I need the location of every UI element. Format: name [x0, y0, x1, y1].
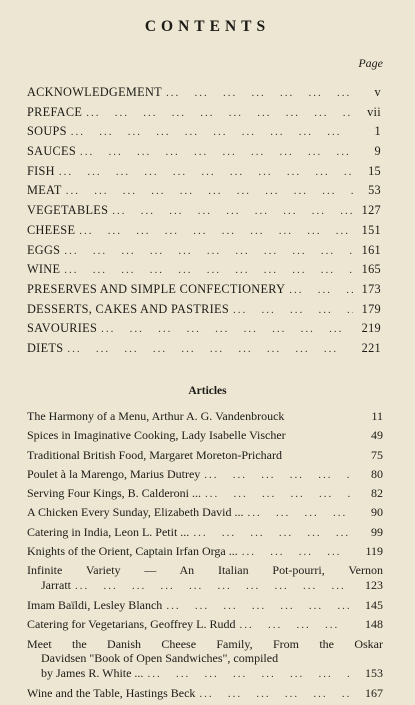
article-label: Imam Baïldi, Lesley Blanch: [27, 598, 163, 613]
toc-list: [27, 85, 381, 361]
toc-entry-page: 165: [361, 262, 381, 277]
toc-entry[interactable]: [27, 105, 381, 125]
toc-entry-label: DESSERTS, CAKES AND PASTRIES: [27, 301, 229, 316]
toc-entry-page: 221: [361, 340, 381, 355]
article-label: Knights of the Orient, Captain Irfan Orga ...: [27, 544, 238, 559]
toc-entry-page: v: [374, 85, 381, 99]
toc-entry-label: PREFACE: [27, 104, 83, 119]
toc-entry-page: 173: [361, 281, 381, 296]
article-label-line: Meet the Danish Cheese Family, From the Oskar: [27, 636, 383, 651]
leader-dots: [248, 507, 351, 519]
toc-entry-page: vii: [367, 104, 381, 119]
toc-entry-page: 179: [361, 301, 381, 316]
article-page: 82: [371, 486, 383, 501]
article-page: 11: [371, 409, 383, 423]
article-label: Poulet à la Marengo, Marius Dutrey: [27, 466, 201, 481]
leader-dots: [66, 185, 353, 197]
article-label: A Chicken Every Sunday, Elizabeth David ...: [27, 505, 244, 520]
article-entry[interactable]: [27, 637, 383, 682]
article-label: Spices in Imaginative Cooking, Lady Isabelle Vischer: [27, 428, 286, 443]
toc-entry[interactable]: [27, 144, 381, 164]
article-entry[interactable]: [27, 448, 383, 467]
leader-dots: [233, 304, 353, 316]
leader-dots: [240, 619, 352, 631]
toc-entry-page: 9: [374, 144, 381, 159]
article-page: 167: [365, 686, 383, 701]
toc-entry-label: ACKNOWLEDGEMENT: [27, 85, 162, 99]
toc-entry[interactable]: [27, 243, 381, 263]
toc-entry-label: CHEESE: [27, 222, 76, 237]
leader-dots: [112, 205, 353, 217]
leader-dots: [242, 546, 351, 558]
article-label: Catering for Vegetarians, Geoffrey L. Rudd: [27, 617, 236, 632]
article-label: Serving Four Kings, B. Calderoni ...: [27, 486, 201, 501]
page-column-label: Page: [358, 56, 383, 70]
toc-entry[interactable]: [27, 341, 381, 361]
article-label-line: Infinite Variety — An Italian Pot-pourri, Vernon: [27, 563, 383, 578]
article-page: 148: [365, 617, 383, 632]
toc-entry[interactable]: [27, 321, 381, 341]
toc-entry-page: 1: [374, 124, 381, 139]
article-label: Catering in India, Leon L. Petit ...: [27, 524, 190, 539]
leader-dots: [193, 527, 351, 539]
leader-dots: [147, 667, 351, 682]
leader-dots: [204, 469, 351, 481]
toc-entry-label: FISH: [27, 163, 55, 178]
toc-entry[interactable]: [27, 302, 381, 322]
leader-dots: [71, 126, 353, 138]
article-entry[interactable]: [27, 505, 383, 524]
leader-dots: [199, 688, 351, 700]
leader-dots: [101, 323, 353, 335]
page-title: CONTENTS: [144, 18, 271, 35]
article-page: 49: [371, 428, 383, 443]
toc-entry-label: VEGETABLES: [27, 203, 109, 218]
toc-entry-label: SOUPS: [27, 124, 67, 139]
leader-dots: [166, 87, 353, 99]
leader-dots: [67, 343, 353, 355]
toc-entry[interactable]: [27, 85, 381, 105]
toc-entry-page: 151: [361, 222, 381, 237]
article-page: 75: [371, 447, 383, 462]
article-label-line: Davidsen "Book of Open Sandwiches", compiled: [41, 651, 279, 666]
toc-entry-label: WINE: [27, 262, 61, 277]
article-entry[interactable]: [27, 467, 383, 486]
article-page: 90: [371, 505, 383, 520]
articles-heading: Articles: [188, 385, 227, 397]
article-entry[interactable]: [27, 686, 383, 705]
toc-entry-page: 161: [361, 242, 381, 257]
toc-entry[interactable]: [27, 183, 381, 203]
toc-entry[interactable]: [27, 282, 381, 302]
article-label: Traditional British Food, Margaret Moreton-Prichard: [27, 447, 282, 462]
toc-entry-label: SAUCES: [27, 144, 76, 159]
toc-entry-page: 127: [361, 203, 381, 218]
article-page: 99: [371, 524, 383, 539]
article-label-line: Jarratt: [41, 577, 71, 592]
leader-dots: [64, 245, 353, 257]
leader-dots: [64, 264, 353, 276]
toc-entry[interactable]: [27, 223, 381, 243]
leader-dots: [80, 146, 353, 158]
article-label: The Harmony of a Menu, Arthur A. G. Vandenbrouck: [27, 409, 285, 423]
toc-entry-label: EGGS: [27, 242, 61, 257]
toc-entry-page: 15: [368, 163, 381, 178]
leader-dots: [75, 579, 351, 594]
toc-entry-page: 219: [361, 321, 381, 336]
article-page: 153: [365, 665, 383, 680]
article-label-line: by James R. White ...: [41, 665, 144, 680]
leader-dots: [166, 600, 351, 612]
article-page: 119: [365, 544, 383, 559]
toc-entry-label: MEAT: [27, 183, 62, 198]
toc-entry-label: PRESERVES AND SIMPLE CONFECTIONERY: [27, 281, 286, 296]
toc-entry-label: DIETS: [27, 340, 64, 355]
article-entry[interactable]: [27, 598, 383, 617]
toc-entry-page: 53: [368, 183, 381, 198]
article-entry[interactable]: [27, 544, 383, 563]
article-entry[interactable]: [27, 428, 383, 447]
article-page: 145: [365, 598, 383, 613]
article-label: Wine and the Table, Hastings Beck: [27, 686, 196, 701]
leader-dots: [86, 107, 353, 119]
toc-entry[interactable]: [27, 124, 381, 144]
article-entry[interactable]: [27, 563, 383, 593]
article-page: 80: [371, 466, 383, 481]
toc-entry[interactable]: [27, 262, 381, 282]
leader-dots: [79, 225, 353, 237]
leader-dots: [59, 166, 353, 178]
leader-dots: [205, 488, 351, 500]
toc-entry[interactable]: [27, 164, 381, 184]
article-entry[interactable]: [27, 617, 383, 636]
article-entry[interactable]: [27, 409, 383, 428]
toc-entry-label: SAVOURIES: [27, 321, 98, 336]
toc-entry[interactable]: [27, 203, 381, 223]
article-page: 123: [365, 577, 383, 592]
article-entry[interactable]: [27, 486, 383, 505]
leader-dots: [289, 284, 353, 296]
articles-list: [27, 409, 383, 705]
article-entry[interactable]: [27, 525, 383, 544]
